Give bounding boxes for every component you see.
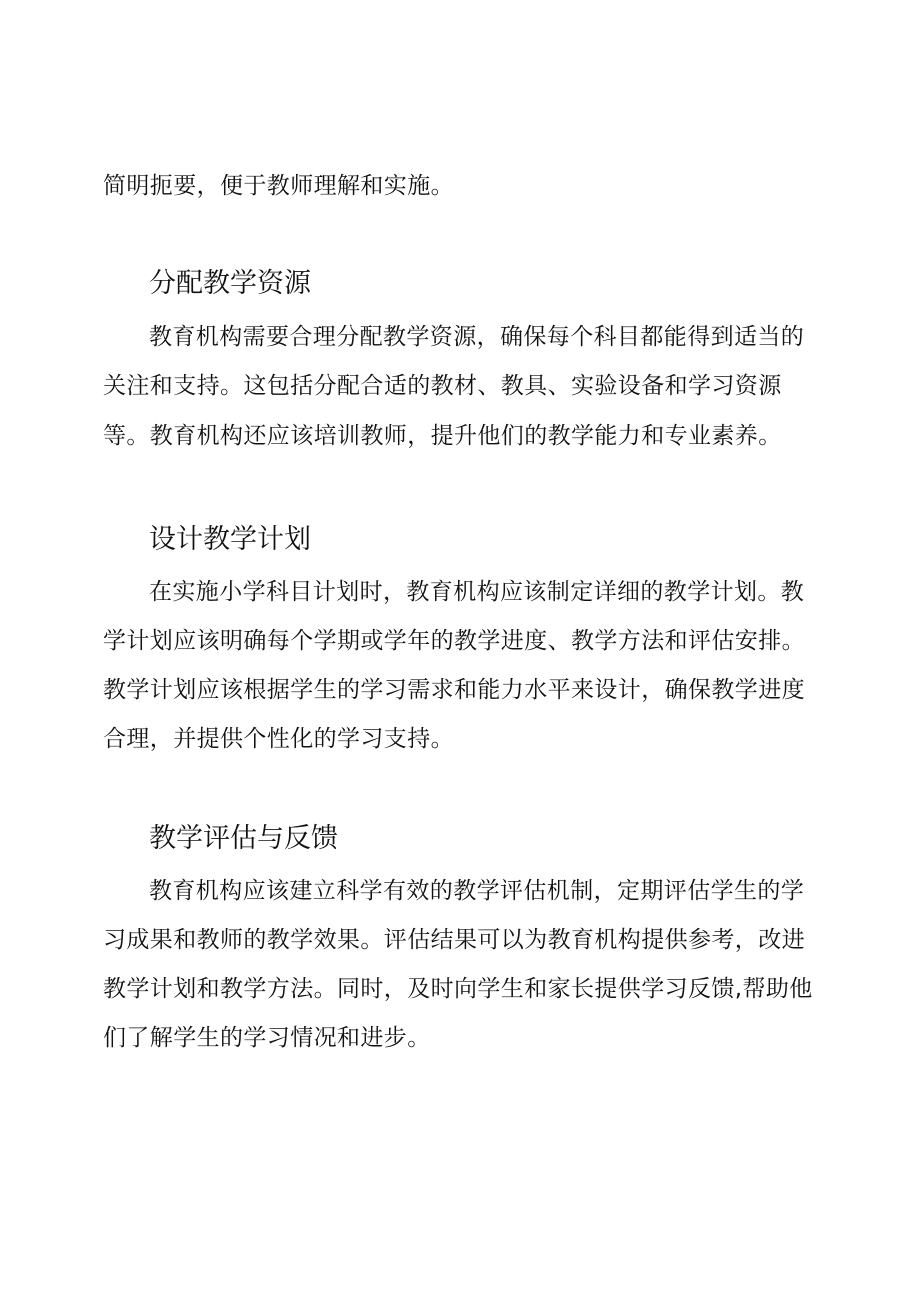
- section-1-line-3: 等。教育机构还应该培训教师，提升他们的教学能力和专业素养。: [103, 423, 782, 449]
- section-3-line-3: 教学计划和教学方法。同时，及时向学生和家长提供学习反馈,帮助他: [103, 976, 813, 1002]
- section-3-line-1: 教育机构应该建立科学有效的教学评估机制，定期评估学生的学: [149, 878, 805, 904]
- intro-line-1: 简明扼要，便于教师理解和实施。: [103, 173, 454, 199]
- section-1-line-1: 教育机构需要合理分配教学资源，确保每个科目都能得到适当的: [149, 324, 805, 350]
- section-2-line-1: 在实施小学科目计划时，教育机构应该制定详细的教学计划。教: [149, 579, 805, 605]
- section-heading-design-plan: 设计教学计划: [149, 524, 311, 555]
- section-3-line-4: 们了解学生的学习情况和进步。: [103, 1025, 431, 1051]
- section-3-line-2: 习成果和教师的教学效果。评估结果可以为教育机构提供参考，改进: [103, 927, 805, 953]
- section-1-line-2: 关注和支持。这包括分配合适的教材、教具、实验设备和学习资源: [103, 373, 782, 399]
- section-heading-allocate-resources: 分配教学资源: [149, 268, 311, 299]
- section-2-line-4: 合理，并提供个性化的学习支持。: [103, 726, 454, 752]
- section-2-line-3: 教学计划应该根据学生的学习需求和能力水平来设计，确保教学进度: [103, 677, 805, 703]
- section-heading-evaluation-feedback: 教学评估与反馈: [149, 823, 338, 854]
- section-2-line-2: 学计划应该明确每个学期或学年的教学进度、教学方法和评估安排。: [103, 628, 805, 654]
